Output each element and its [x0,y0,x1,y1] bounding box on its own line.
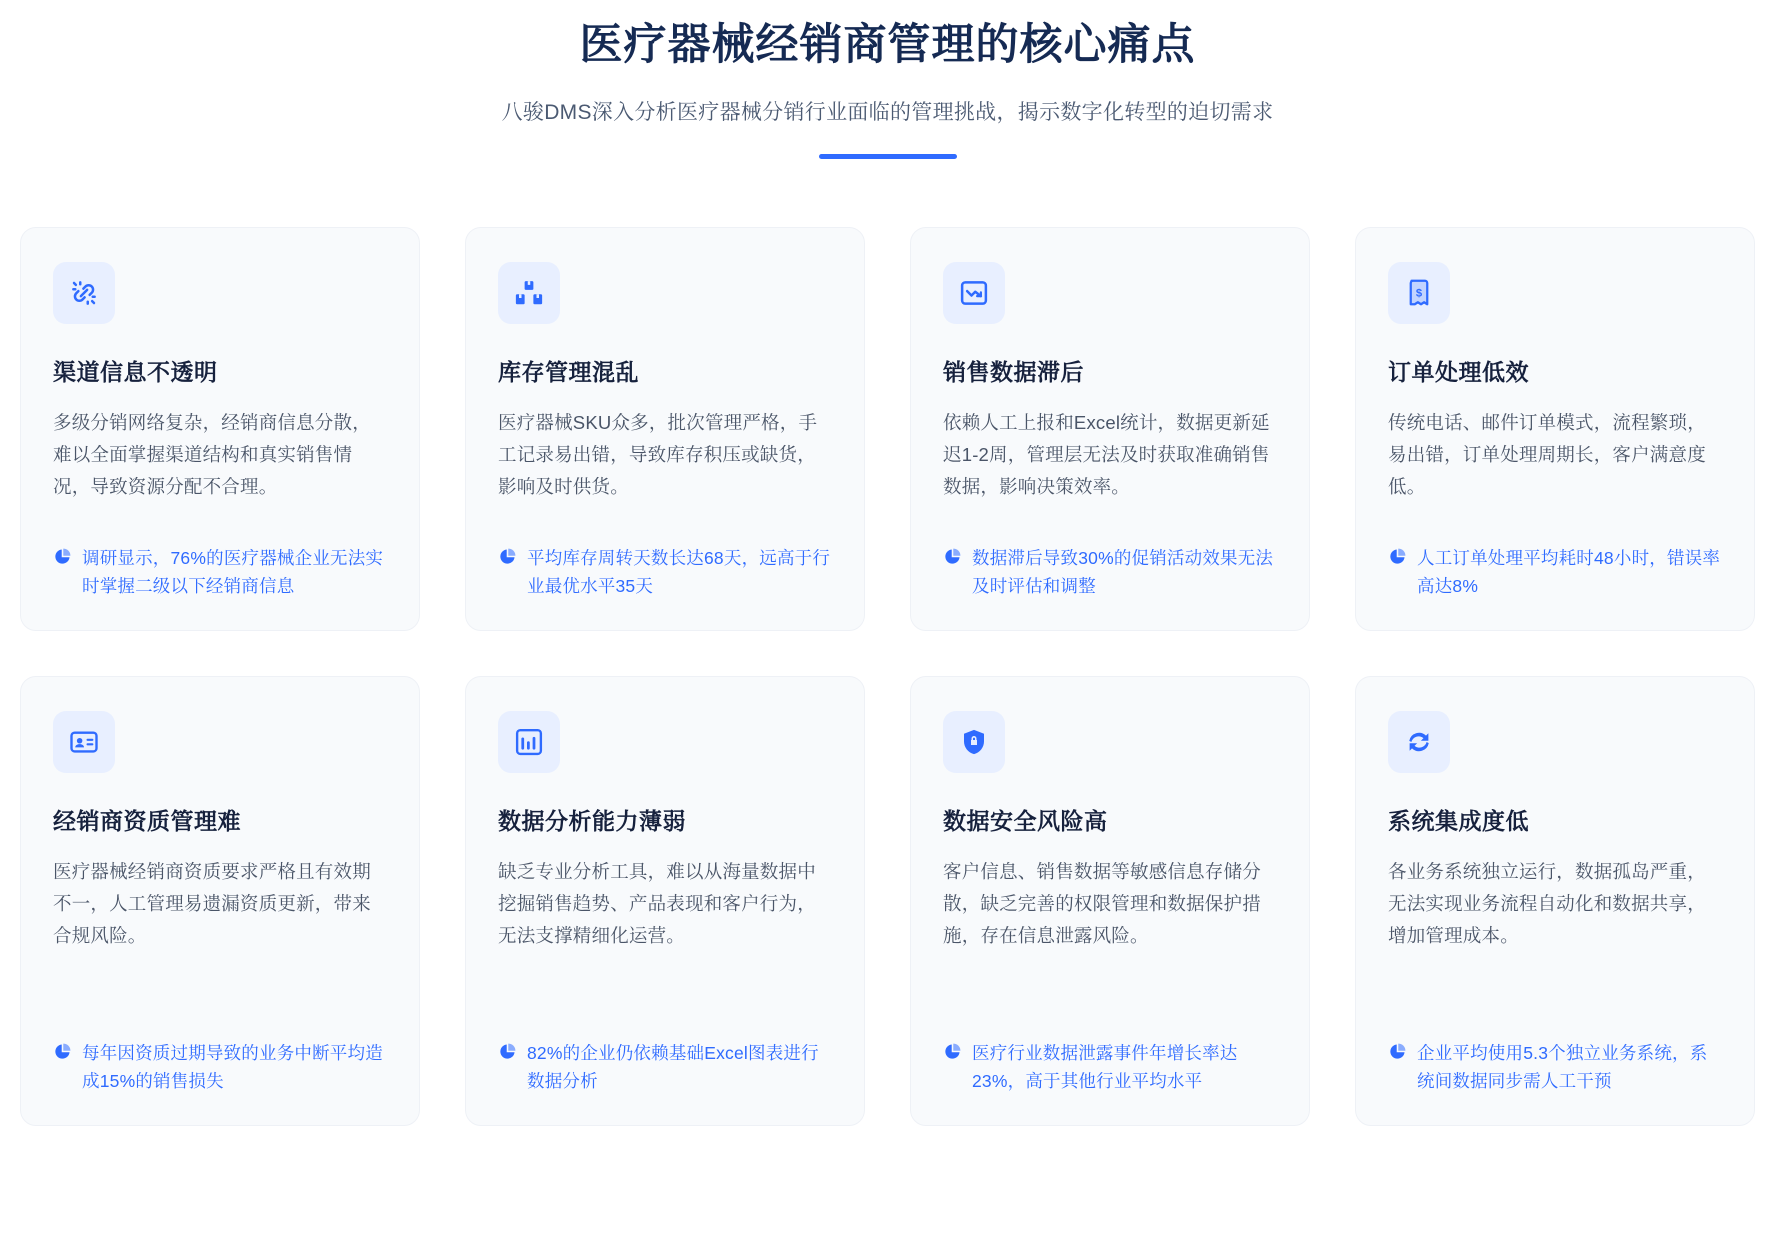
card-stat-text: 82%的企业仍依赖基础Excel图表进行数据分析 [527,1042,819,1091]
pain-point-card [1355,676,1755,1126]
card-description: 多级分销网络复杂，经销商信息分散，难以全面掌握渠道结构和真实销售情况，导致资源分配不合理。 [53,411,371,497]
invoice-dollar-icon [1388,262,1450,324]
pie-chart-icon [943,1042,962,1066]
card-stat [53,1009,387,1095]
card-description: 医疗器械SKU众多，批次管理严格，手工记录易出错，导致库存积压或缺货，影响及时供货。 [498,411,818,497]
card-title: 系统集成度低 [1388,807,1529,834]
bar-chart-icon [498,711,560,773]
page-header [0,0,1775,159]
card-stat-text: 医疗行业数据泄露事件年增长率达23%，高于其他行业平均水平 [972,1042,1238,1091]
card-title: 库存管理混乱 [498,358,639,385]
pie-chart-icon [1388,547,1407,571]
card-title: 销售数据滞后 [943,358,1084,385]
broken-link-icon [53,262,115,324]
pie-chart-icon [53,547,72,571]
pie-chart-icon [498,1042,517,1066]
pain-point-card [20,676,420,1126]
card-stat-text: 平均库存周转天数长达68天，远高于行业最优水平35天 [527,547,831,596]
card-stat-text: 数据滞后导致30%的促销活动效果无法及时评估和调整 [972,547,1274,596]
card-stat-text: 企业平均使用5.3个独立业务系统，系统间数据同步需人工干预 [1417,1042,1708,1091]
card-stat [943,514,1277,600]
pain-point-card [20,227,420,631]
card-title: 订单处理低效 [1388,358,1529,385]
card-description: 各业务系统独立运行，数据孤岛严重，无法实现业务流程自动化和数据共享，增加管理成本。 [1388,860,1706,946]
pain-point-card-grid [0,227,1775,1166]
pain-point-card [910,227,1310,631]
card-stat [1388,1009,1722,1095]
card-stat-text: 调研显示，76%的医疗器械企业无法实时掌握二级以下经销商信息 [82,547,384,596]
card-stat [53,514,387,600]
pain-point-card [465,676,865,1126]
pie-chart-icon [1388,1042,1407,1066]
card-title: 经销商资质管理难 [53,807,241,834]
page-subtitle: 八骏DMS深入分析医疗器械分销行业面临的管理挑战，揭示数字化转型的迫切需求 [501,100,1274,124]
pie-chart-icon [498,547,517,571]
boxes-icon [498,262,560,324]
card-stat-text: 每年因资质过期导致的业务中断平均造成15%的销售损失 [82,1042,383,1091]
card-stat [498,1009,832,1095]
title-underline-divider [819,154,957,159]
chart-down-icon [943,262,1005,324]
pain-point-card [910,676,1310,1126]
card-stat [498,514,832,600]
sync-icon [1388,711,1450,773]
card-title: 数据分析能力薄弱 [498,807,686,834]
card-description: 传统电话、邮件订单模式，流程繁琐，易出错，订单处理周期长，客户满意度低。 [1388,411,1706,497]
card-description: 医疗器械经销商资质要求严格且有效期不一，人工管理易遗漏资质更新，带来合规风险。 [53,860,371,946]
card-stat-text: 人工订单处理平均耗时48小时，错误率高达8% [1417,547,1721,596]
pain-point-card [1355,227,1755,631]
shield-icon [943,711,1005,773]
card-description: 缺乏专业分析工具，难以从海量数据中挖掘销售趋势、产品表现和客户行为，无法支撑精细化运营。 [498,860,816,946]
svg-text:$: $ [1415,287,1423,300]
id-card-icon [53,711,115,773]
card-title: 数据安全风险高 [943,807,1108,834]
pie-chart-icon [943,547,962,571]
card-description: 客户信息、销售数据等敏感信息存储分散，缺乏完善的权限管理和数据保护措施，存在信息泄露风险。 [943,860,1261,946]
card-description: 依赖人工上报和Excel统计，数据更新延迟1-2周，管理层无法及时获取准确销售数据，影响决策效率。 [943,411,1270,497]
card-stat [1388,514,1722,600]
pain-point-card [465,227,865,631]
pie-chart-icon [53,1042,72,1066]
card-stat [943,1009,1277,1095]
page-title: 医疗器械经销商管理的核心痛点 [579,21,1196,69]
card-title: 渠道信息不透明 [53,358,218,385]
